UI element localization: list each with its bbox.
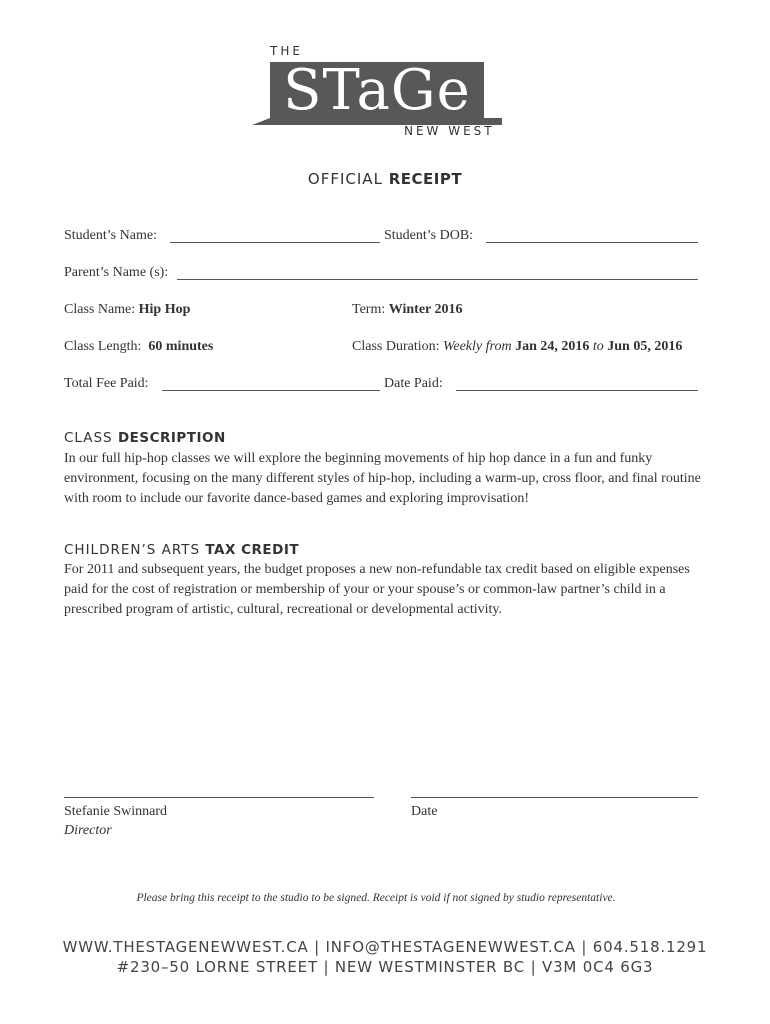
student-dob-label: Student’s DOB: xyxy=(384,228,474,243)
page-title xyxy=(0,170,770,188)
signature-role: Director xyxy=(64,823,112,838)
date-paid-label: Date Paid: xyxy=(384,376,443,391)
class-description-heading-bold: DESCRIPTION xyxy=(117,430,226,446)
tax-credit-heading-prefix: CHILDREN’S ARTS xyxy=(64,542,201,558)
receipt-note: Please bring this receipt to the studio to be signed. Receipt is void if not signed by studio representative. xyxy=(136,892,616,904)
title-prefix: OFFICIAL xyxy=(307,170,383,188)
total-fee-field[interactable] xyxy=(162,390,380,391)
parent-name-field[interactable] xyxy=(177,279,698,280)
signature-name: Stefanie Swinnard xyxy=(64,804,168,819)
class-description-text: In our full hip-hop classes we will explore the beginning movements of hip hop dance in a fun and funky environment, focusing on the many different styles of hip-hop, including a warm-up, cross floor, and final routine with room to include our favorite dance-based games and exploring improvisation! xyxy=(64,451,701,506)
class-name-value: Hip Hop xyxy=(138,302,191,317)
class-length xyxy=(64,339,213,355)
tax-credit-heading xyxy=(64,542,299,558)
signature-line[interactable] xyxy=(64,797,374,798)
term xyxy=(352,302,463,318)
class-duration-label: Class Duration: xyxy=(352,339,440,354)
class-duration-end: Jun 05, 2016 xyxy=(607,339,683,354)
footer-contact: WWW.THESTAGENEWWEST.CA | INFO@THESTAGENEWWEST.CA | 604.518.1291 xyxy=(62,938,708,956)
class-name xyxy=(64,302,190,318)
class-name-label: Class Name: xyxy=(64,302,136,317)
student-dob-field[interactable] xyxy=(486,242,698,243)
class-description-heading xyxy=(64,430,226,446)
term-value: Winter 2016 xyxy=(388,302,463,317)
class-duration-to: to xyxy=(592,339,604,354)
class-length-label: Class Length: xyxy=(64,339,142,354)
class-length-value: 60 minutes xyxy=(148,339,214,354)
parent-name-label: Parent’s Name (s): xyxy=(64,265,169,280)
title-bold: RECEIPT xyxy=(388,170,463,188)
class-description-heading-prefix: CLASS xyxy=(64,430,113,446)
tax-credit-heading-bold: TAX CREDIT xyxy=(205,542,300,558)
class-duration-weekly: Weekly from xyxy=(443,339,512,354)
class-duration-start: Jan 24, 2016 xyxy=(515,339,590,354)
date-signature-line[interactable] xyxy=(411,797,698,798)
signature-date-label: Date xyxy=(411,804,438,819)
student-name-field[interactable] xyxy=(170,242,380,243)
logo-the-text: THE xyxy=(270,44,303,58)
logo-name: STaGe xyxy=(283,58,471,123)
footer-address: #230–50 LORNE STREET | NEW WESTMINSTER BC | V3M 0C4 6G3 xyxy=(116,958,654,976)
term-label: Term: xyxy=(352,302,386,317)
logo-subtitle: NEW WEST xyxy=(404,124,495,138)
date-paid-field[interactable] xyxy=(456,390,698,391)
tax-credit-text: For 2011 and subsequent years, the budget proposes a new non-refundable tax credit based on eligible expenses paid for the cost of registration or membership of your or your spouse’s or common-law partner’s child in a prescribed program of artistic, cultural, recreational or developmental activity. xyxy=(64,562,690,617)
total-fee-label: Total Fee Paid: xyxy=(64,376,149,391)
class-duration xyxy=(352,339,682,355)
student-name-label: Student’s Name: xyxy=(64,228,157,243)
